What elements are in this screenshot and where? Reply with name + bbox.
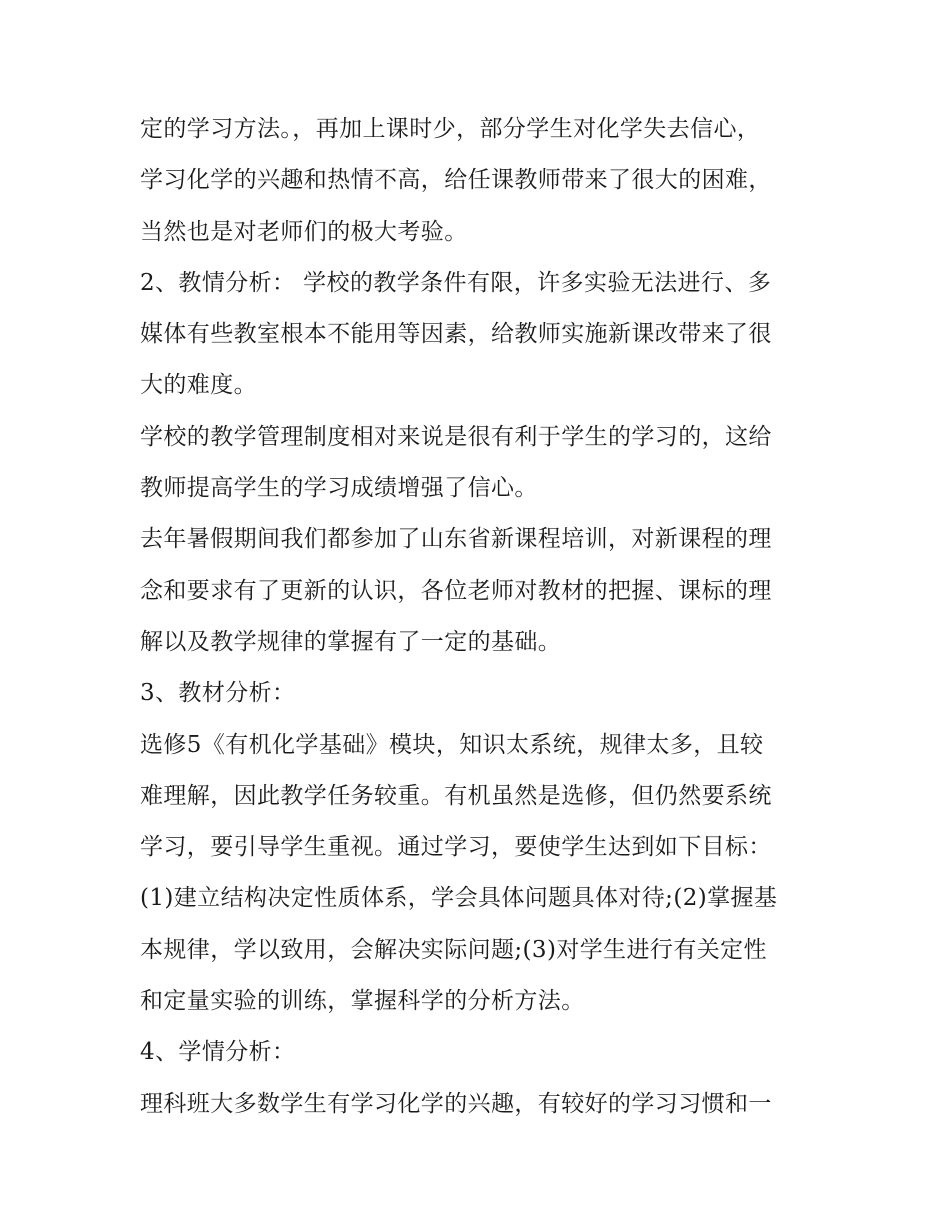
text-line: 难理解，因此教学任务较重。有机虽然是选修，但仍然要系统 [140,782,772,809]
text-line: 去年暑假期间我们都参加了山东省新课程培训，对新课程的理 [140,526,772,553]
document-body [140,104,830,1130]
text-line: 本规律，学以致用，会解决实际问题;(3)对学生进行有关定性 [140,936,767,963]
text-line: 理科班大多数学生有学习化学的兴趣，有较好的学习习惯和一 [140,1090,772,1117]
text-line: 定的学习方法。，再加上课时少，部分学生对化学失去信心， [140,116,761,142]
text-line: 学习化学的兴趣和热情不高，给任课教师带来了很大的困难， [140,167,772,194]
text-line: 大的难度。 [140,372,257,399]
section-heading-textbook-analysis: 3、教材分析： [140,680,296,707]
text-line: 当然也是对老师们的极大考验。 [140,218,468,245]
text-line: (1)建立结构决定性质体系，学会具体问题具体对待;(2)掌握基 [140,885,778,912]
text-line: 和定量实验的训练，掌握科学的分析方法。 [140,988,585,1015]
text-line: 学习，要引导学生重视。通过学习，要使学生达到如下目标： [140,834,772,861]
text-line: 选修5《有机化学基础》模块，知识太系统，规律太多，且较 [140,731,764,758]
text-line: 媒体有些教室根本不能用等因素，给教师实施新课改带来了很 [140,321,772,348]
section-heading-student-analysis: 4、学情分析： [140,1039,296,1066]
text-line: 学校的教学管理制度相对来说是很有利于学生的学习的，这给 [140,423,772,450]
text-line: 解以及教学规律的掌握有了一定的基础。 [140,628,562,655]
text-line: 教师提高学生的学习成绩增强了信心。 [140,475,538,502]
section-heading-teaching-conditions: 2、教情分析： 学校的教学条件有限，许多实验无法进行、多 [140,269,772,296]
text-line: 念和要求有了更新的认识，各位老师对教材的把握、课标的理 [140,577,772,604]
